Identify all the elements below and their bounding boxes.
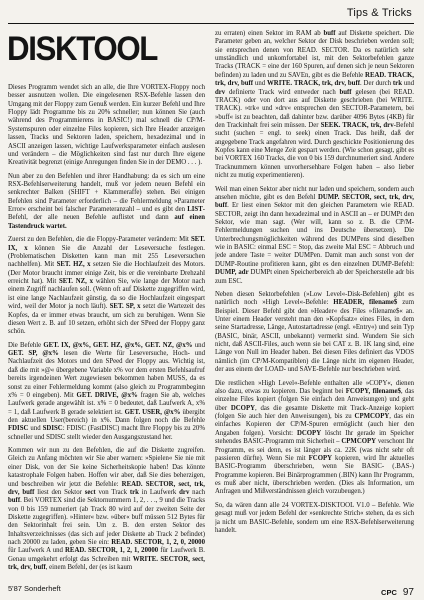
article-paragraph: [8, 447, 205, 572]
right-column: [215, 30, 414, 578]
command-name: WRITE. TRACK, trk, drv, buff: [266, 80, 360, 88]
command-name: SET. NZ, x: [58, 278, 93, 286]
command-name: SEEK. TRACK, trk, drv: [320, 121, 394, 129]
text-run: . Der durch: [360, 80, 393, 88]
command-name: buff: [339, 88, 352, 96]
command-name: SET. HZ, x: [56, 261, 91, 269]
text-run: Kommen wir nun zu den Befehlen, die auf die Diskette zugreifen. Gleich zu Anfang möchten wir Sie aber warnen: »Spielen« Sie nie mit einer Disk, von der Sie keine Sicherheitskopie haben! Das könnte katastrophale Folgen haben. Hoffen wir aber, daß Sie dies beherzigen, und beschreiben wir jetzt die Befehle:: [8, 447, 205, 488]
command-name: WRITE. SECTOR, sect, trk, drv, buff: [8, 555, 205, 572]
text-run: auf Diskette speichert. Die Parameter geben an, welcher Sektor der Disk beschrieben werden soll; sie entsprechen denen von READ. SECTOR. Da es natürlich sehr umständlich und unkomfortabel ist, mit den Sektorbefehlen ganze Tracks (TRACK = eine der 160 Spuren, auf denen sich je neun Sektoren befinden) zu laden und zu SAVEn, gibt es die Befehle: [215, 30, 414, 79]
text-run: , einem Befehl, der (es ist kaum: [45, 564, 133, 572]
article-paragraph: [215, 186, 414, 286]
text-run: Die Befehle: [8, 341, 44, 349]
command-name: auf einen Tastendruck wartet.: [8, 214, 205, 230]
command-name: trk: [392, 80, 402, 88]
text-run: So, da wären dann alle 24 VORTEX-DISKTOOL V1.0 – Befehle. Wie gesagt muß vor jedem Befehl der »senkrechte Strich« stehen, da es sich ja nicht um BASIC-Befehle, sondern um eine RSX-Befehlserweiterung handelt.: [215, 501, 414, 534]
text-run: Weil man einen Sektor aber nicht nur laden und speichern, sondern auch ansehen möchte, gibt es den Befehl: [215, 185, 414, 201]
article-paragraph: [215, 291, 414, 375]
text-run: -Befehl sucht (suchen = engl. to seek) einen Track. Das heißt, daß der angegebene Track angefahren wird. Durch geschickte Positionierung des Kopfes kann eine Menge Zeit gespart werden. (Wie schon gesagt, gibt es bei VORTEX 160 Tracks, die von 0 bis 159 durchnumeriert sind. Andere Tracknummern können unvorhersehbare Folgen haben – also lieber nicht zu mutig experimentieren).: [215, 121, 414, 180]
command-name: CPMCOPY: [341, 438, 377, 446]
text-run: und: [28, 425, 43, 433]
text-run: setzen Sie die Hochlaufzeit des Motors. (Der Motor braucht immer einige Zeit, bis er die vereinbarte Drehzahl erreicht hat). Mit: [8, 261, 205, 286]
text-run: in Laufwerk: [138, 488, 180, 496]
text-run: Dieses Programm wendet sich an alle, die Ihre VORTEX-Floppy noch besser ausnutzen wollen. Die eingelesenen RSX-Befehle lassen den Umgang mit der Floppy zum Genuß werden. Ein kurzer Befehl und Ihre Floppy lädt Programme bis zu 20% schneller; nun können Sie (auch während des Programmierens in BASIC!) mal schnell die CP/M-Systemspuren oder einzelne Files kopieren, sich Ihre Header anzeigen lassen, Tracks und Sektoren laden, speichern, hexadezimal und in ASCII anzeigen lassen, wichtige Laufwerksparameter einfach auslesen und verändern – die Möglichkeiten sind fast nur durch Ihre eigene Kreativität begrenzt (einige Anregungen finden Sie in der DEMO . . . ).: [8, 84, 205, 167]
text-run: Die restlichen »High Level«-Befehle enthalten alle »COPY«, dienen also dazu, etwas zu kopieren. Das beginnt bei: [215, 379, 414, 396]
text-run: kopieren, wird Ihr aktuelles BASIC-Programm überschrieben, wenn Sie BASIC- (.BAS-) Programme kopieren. Bei Binärprogrammen (.BIN) kann Ihr Programm, es muß aber nicht, überschrieben werden. (Dies als Information, um Anfragen und Mißverständnissen gleich vorzubeugen.): [215, 454, 414, 496]
command-name: FCOPY, filename$: [345, 388, 401, 396]
page-number: 97: [402, 587, 414, 598]
text-run: fragen Sie ab, welches Laufwerk gerade angewählt ist. x% = 0 bedeutet, daß Laufwerk A, x% = 1, daß Laufwerk B gerade selektiert ist.: [8, 391, 205, 416]
text-run: lesen die Werte für Leseversuche, Hoch- und Nachlaufzeit des Motors und den SPeed der Floppy aus. Wichtig ist, daß die mit »@« übergebene Variable x% vor dem ersten Befehlsaufruf bereits irgendeinen Wert zugewiesen bekommen haben MUSS, da es sonst zu einer Fehlermeldung kommt (also gleich zu Programmbeginn x% = 0 eingeben). Mit: [8, 350, 205, 399]
section-label: Tips & Tricks: [346, 7, 412, 19]
command-name: FCOPY: [308, 454, 333, 462]
command-name: READ. SECTOR, 1, 2, 0, 20000: [111, 539, 205, 547]
command-name: CPMCOPY: [354, 413, 390, 421]
text-run: . Bei VORTEX sind die Sektornummern 1, 2, . . ., 9 und die Tracks von 0 bis 159 numeriert (ab Track 80 wird auf der zweiten Seite der Diskette zugegriffen). »Hinter« bzw. »über« buff müssen 512 Bytes für den Sektorinhalt frei sein. Um z. B. den ersten Sektor des Inhaltsverzeichnisses (das sich auf jeder Diskette ab Track 2 befindet) nach 20000 zu laden, geben Sie ein:: [8, 497, 205, 547]
command-name: buff: [8, 497, 21, 505]
article-paragraph: [8, 342, 205, 442]
text-run: . Er liest einen Sektor mit den gleichen Parametern wie READ. SECTOR, zeigt ihn dann hexadezimal und in ASCII an – er DUMPt den Sektor, wie man sagt. (Wer will, kann so z. B. die CP/M-Fehlermeldungen suchen und ins Deutsche übersetzen). Die Unterbrechungsmöglichkeiten während des DUMPens sind dieselben wie in BASIC: einmal ESC = Stop, das zweite Mal ESC = Abbruch und jede andere Taste = weiter DUMPen. Damit man auch sonst von der DUMP-Routine profitieren kann, gibt es den einzelnen DUMP-Befehl:: [215, 202, 414, 268]
text-run: Zuerst zu den Befehlen, die die Floppy-Parameter verändern: Mit: [8, 236, 191, 244]
text-run: von Track: [95, 488, 130, 496]
header-rule: [8, 23, 414, 24]
text-run: für Laufwerk B. Genau umgekehrt erfolgt das Schreiben mit: [8, 547, 205, 563]
text-run: für Laufwerk A und: [8, 547, 66, 555]
text-run: wählen Sie, wie lange der Motor nach einem Zugriff nachlaufen soll. (Wenn oft auf Diskette zugegriffen wird, ist eine lange Nachlaufzeit günstig, da so die Hochlaufzeit eingespart wird, weil der Motor ja noch läuft).: [8, 278, 205, 311]
command-name: SDISC: [42, 425, 63, 433]
text-run: : FDISC (FastDISC) macht Ihre Floppy bis zu 20% schneller und SDISC stellt wieder den Ausgangszustand her.: [8, 425, 205, 441]
command-name: GET. IX, @x%, GET. HZ, @x%, GET. NZ, @x%: [43, 341, 193, 349]
command-name: GET. SP, @x%: [8, 350, 59, 358]
text-run: löscht Ihr gerade im Speicher stehendes BASIC-Programm mit Sicherheit –: [215, 429, 414, 446]
text-run: und: [401, 80, 414, 88]
command-name: trk: [129, 488, 139, 496]
footer-magazine: CPC: [381, 588, 397, 597]
text-run: zum Beispiel. Dieser Befehl gibt den »Header« des Files »filename$« an. Unter einem Header versteht man den »Kopfsatz« eines Files, in dem seine Startadresse, Länge, Autostartadresse (engl. »Entry«) und sein Typ (BASIC, binär, ASCII, unbekannt) vermerkt sind. Wundern Sie sich nicht, daß ASCII-Files, auch wenn sie bei CAT z. B. 1K lang sind, eine Länge von Null im Header haben. Bei diesen Files definiert das VDOS nämlich (im CP/M-Kompatiblen) die Länge nicht im eigenen Header, der aus einem der LOAD- und SAVE-Befehle nur beschrieben wird.: [215, 299, 414, 374]
left-column: [8, 84, 205, 578]
text-run: , das die gesamte Diskette mit Track-Anzeige kopiert (folgen Sie auch hier den Anweisungen), bis zu: [215, 404, 414, 421]
text-run: DUMPt einen Speicherbereich ab der Speicherstelle adr bis zum ESC.: [215, 269, 414, 285]
text-run: übergibt den aktuellen User(bereich) in x%. Dann folgen noch die Befehle: [8, 408, 205, 424]
command-name: READ. SECTOR, sect, trk, drv, buff: [8, 480, 205, 496]
article-paragraph: [215, 502, 414, 535]
article-title: DISKTOOL: [7, 30, 158, 68]
command-name: READ. SECTOR, 1, 2, 1, 20000: [65, 547, 159, 555]
text-run: -Befehl, der alle neuen Befehle auflistet und dann: [8, 206, 205, 222]
command-name: DUMP. SECTOR, sect, trk, drv, buff: [215, 193, 414, 210]
footer-issue: 5'87 Sonderheft: [8, 584, 61, 593]
command-name: DCOPY: [296, 429, 322, 437]
command-name: LIST: [187, 206, 203, 214]
text-run: Nun aber zu den Befehlen und ihrer Handhabung: da es sich um eine RSX-Befehlserweiterung handelt, muß vor jedem neuen Befehl ein senkrechter Balken (SHIFT + Klammeraffe) stehen. Bei einigen Befehlen sind Parameter erforderlich – die Fehlermeldung »Parameter Error« erscheint bei falscher Parameteranzahl – und es gibt den: [8, 172, 205, 214]
text-run: setzt die Wartezeit des Kopfes, da er immer etwas braucht, um sich zu beruhigen. Wenn Sie diesen Wert z. B. auf 10 setzen, erhöht sich der SPeed der Floppy ganz schön.: [8, 303, 205, 336]
command-name: GET. USER, @x%: [124, 408, 181, 416]
text-run: nach: [189, 488, 205, 496]
command-name: drv: [215, 88, 226, 96]
command-name: buff: [323, 30, 336, 37]
text-run: , das einzelne Files kopiert (folgen Sie einfach den Anweisungen) und geht über: [215, 388, 414, 412]
text-run: können Sie die Anzahl der Leseversuche festlegen. (Problematischen Disketten kann man mit 255 Leseversuchen nachhelfen). Mit: [8, 244, 205, 269]
text-run: , das ein einfaches Kopieren der CP/M-Spuren ermöglicht (auch hier den Angaben folgen). Vorsicht:: [215, 413, 414, 437]
article-paragraph: [8, 173, 205, 232]
article-paragraph: [8, 84, 205, 168]
command-name: SET. SP, x: [109, 303, 141, 311]
article-paragraph: [215, 30, 414, 180]
footer-page-info: [381, 583, 414, 599]
command-name: HEADER, filename$: [333, 299, 398, 307]
command-name: sect: [84, 488, 96, 496]
command-name: DCOPY: [230, 404, 256, 412]
command-name: drv: [179, 488, 190, 496]
text-run: verschont Ihr Programm, es sei denn, es ist länger als ca. 22K (was nicht sehr oft passieren dürfte). Wenn Sie mit: [215, 438, 414, 462]
text-run: liest den Sektor: [34, 488, 85, 496]
command-name: SET. IX, x: [8, 236, 205, 252]
article-paragraph: [215, 380, 414, 497]
command-name: GET. DRIVE, @x%: [76, 391, 138, 399]
text-run: Neben diesen Sektorbefehlen (»Low Level«-Disk-Befehlen) gibt es natürlich noch »High Level«-Befehle:: [215, 290, 414, 307]
text-run: definierte Track wird entweder nach: [225, 88, 340, 96]
text-run: zu erraten) einen Sektor im RAM ab: [215, 30, 324, 37]
text-run: gelesen (bei READ. TRACK) oder von dort aus auf Diskette geschrieben (bei WRITE. TRACK). »trk« und »drv« entsprechen den SECTOR-Parametern, bei »buff« ist zu beachten, daß dahinter bzw. darüber 4096 Bytes (4KB) für den Trackinhalt frei sein müssen. Der: [215, 88, 414, 129]
text-run: und: [192, 341, 205, 349]
article-paragraph: [8, 236, 205, 336]
command-name: DUMP, adr: [215, 269, 249, 277]
command-name: READ. TRACK, trk, drv, buff: [215, 71, 414, 88]
command-name: FDISC: [8, 425, 29, 433]
text-run: und: [253, 80, 267, 88]
